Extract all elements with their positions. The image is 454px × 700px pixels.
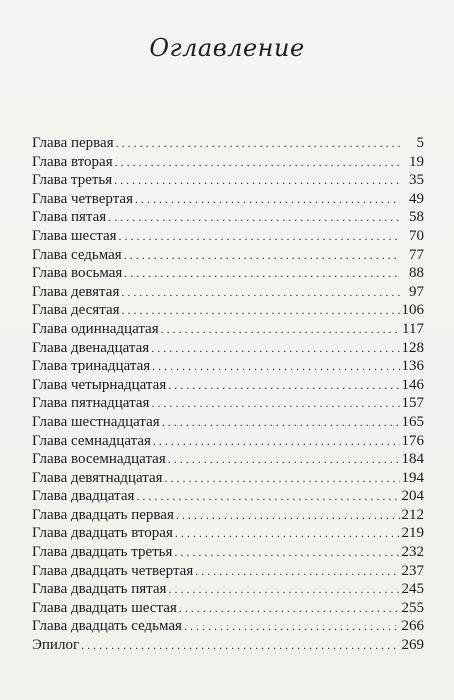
- toc-page-number: 266: [401, 618, 424, 635]
- toc-chapter-title: Глава четырнадцатая: [32, 376, 167, 393]
- toc-leader-dots: [124, 246, 400, 265]
- toc-page-number: 212: [401, 506, 424, 523]
- toc-leader-dots: [161, 320, 400, 339]
- toc-row: [32, 636, 424, 655]
- toc-page-number: 35: [409, 172, 424, 189]
- toc-page-number: 49: [409, 190, 424, 207]
- toc-chapter-title: Глава восьмая: [32, 265, 123, 282]
- toc-page-number: 136: [401, 358, 424, 375]
- toc-page-number: 117: [402, 320, 424, 337]
- toc-chapter-title: Глава шестая: [32, 227, 117, 244]
- toc-leader-dots: [168, 580, 399, 599]
- toc-leader-dots: [152, 357, 399, 376]
- toc-chapter-title: Глава двадцатая: [32, 488, 135, 505]
- toc-page-number: 176: [401, 432, 424, 449]
- toc-chapter-title: Глава двадцать седьмая: [32, 618, 182, 635]
- toc-page-number: 128: [401, 339, 424, 356]
- toc-chapter-title: Глава двадцать третья: [32, 544, 173, 561]
- toc-row: [32, 543, 424, 562]
- toc-row: [32, 432, 424, 451]
- toc-leader-dots: [151, 394, 399, 413]
- toc-chapter-title: Глава семнадцатая: [32, 432, 151, 449]
- toc-leader-dots: [124, 264, 400, 283]
- toc-row: [32, 320, 424, 339]
- toc-row: [32, 339, 424, 358]
- toc-page-number: 219: [401, 525, 424, 542]
- toc-row: [32, 264, 424, 283]
- toc-row: [32, 208, 424, 227]
- toc-row: [32, 153, 424, 172]
- toc-chapter-title: Глава пятая: [32, 209, 107, 226]
- toc-row: [32, 450, 424, 469]
- toc-row: [32, 580, 424, 599]
- toc-leader-dots: [108, 208, 400, 227]
- toc-row: [32, 617, 424, 636]
- toc-page-number: 77: [409, 246, 424, 263]
- toc-row: [32, 376, 424, 395]
- toc-row: [32, 134, 424, 153]
- toc-page-number: 269: [401, 637, 424, 654]
- toc-page-number: 165: [401, 413, 424, 430]
- toc-leader-dots: [195, 562, 399, 581]
- toc-page-number: 70: [409, 227, 424, 244]
- toc-page-number: 97: [409, 283, 424, 300]
- toc-leader-dots: [114, 171, 400, 190]
- toc-page-number: 237: [401, 562, 424, 579]
- toc-chapter-title: Глава одиннадцатая: [32, 320, 159, 337]
- toc-page-number: 232: [401, 544, 424, 561]
- toc-chapter-title: Глава двадцать шестая: [32, 599, 177, 616]
- toc-leader-dots: [116, 134, 400, 153]
- toc-leader-dots: [176, 506, 400, 525]
- toc-row: [32, 599, 424, 618]
- toc-leader-dots: [153, 432, 400, 451]
- toc-chapter-title: Глава шестнадцатая: [32, 413, 160, 430]
- toc-row: [32, 562, 424, 581]
- toc-chapter-title: Глава девятнадцатая: [32, 469, 163, 486]
- toc-chapter-title: Глава первая: [32, 135, 114, 151]
- toc-page-number: 255: [401, 599, 424, 616]
- toc-page-number: 19: [409, 153, 424, 170]
- toc-leader-dots: [162, 413, 400, 432]
- toc-chapter-title: Глава девятая: [32, 283, 120, 300]
- toc-row: [32, 413, 424, 432]
- page-title: Оглавление: [149, 34, 305, 62]
- toc-chapter-title: Эпилог: [32, 637, 80, 654]
- toc-page-number: 5: [416, 135, 424, 151]
- toc-chapter-title: Глава четвертая: [32, 190, 133, 207]
- toc-page-number: 58: [409, 209, 424, 226]
- toc-chapter-title: Глава двадцать первая: [32, 506, 174, 523]
- toc-row: [32, 283, 424, 302]
- toc-page-number: 106: [401, 302, 424, 319]
- toc-row: [32, 301, 424, 320]
- toc-leader-dots: [151, 339, 399, 358]
- toc-page-number: 157: [401, 395, 424, 412]
- toc-chapter-title: Глава вторая: [32, 153, 113, 170]
- toc-page-number: 204: [401, 488, 424, 505]
- toc-page-number: 245: [401, 581, 424, 598]
- toc-row: [32, 394, 424, 413]
- toc-row: [32, 506, 424, 525]
- toc-row: [32, 357, 424, 376]
- toc-page-number: 88: [409, 265, 424, 282]
- toc-leader-dots: [174, 543, 399, 562]
- toc-chapter-title: Глава двадцать вторая: [32, 525, 173, 542]
- toc-leader-dots: [184, 617, 400, 636]
- toc-chapter-title: Глава десятая: [32, 302, 120, 319]
- toc-row: [32, 171, 424, 190]
- toc-leader-dots: [165, 469, 400, 488]
- toc-leader-dots: [168, 450, 400, 469]
- toc-leader-dots: [122, 301, 400, 320]
- toc-leader-dots: [115, 153, 400, 172]
- toc-leader-dots: [168, 376, 399, 395]
- toc-chapter-title: Глава тринадцатая: [32, 358, 151, 375]
- toc-chapter-title: Глава седьмая: [32, 246, 122, 263]
- toc-page-number: 194: [401, 469, 424, 486]
- toc-page-number: 184: [401, 451, 424, 468]
- toc-chapter-title: Глава восемнадцатая: [32, 451, 166, 468]
- toc-row: [32, 487, 424, 506]
- table-of-contents: [32, 134, 424, 655]
- toc-leader-dots: [136, 487, 399, 506]
- toc-row: [32, 190, 424, 209]
- toc-chapter-title: Глава двадцать пятая: [32, 581, 167, 598]
- toc-chapter-title: Глава двенадцатая: [32, 339, 150, 356]
- toc-chapter-title: Глава двадцать четвертая: [32, 562, 194, 579]
- toc-row: [32, 524, 424, 543]
- toc-leader-dots: [81, 636, 399, 655]
- toc-page-number: 146: [401, 376, 424, 393]
- toc-leader-dots: [135, 190, 400, 209]
- toc-row: [32, 227, 424, 246]
- toc-leader-dots: [175, 524, 400, 543]
- toc-leader-dots: [179, 599, 400, 618]
- toc-chapter-title: Глава третья: [32, 172, 113, 189]
- toc-leader-dots: [121, 283, 400, 302]
- toc-chapter-title: Глава пятнадцатая: [32, 395, 150, 412]
- toc-leader-dots: [119, 227, 400, 246]
- toc-row: [32, 469, 424, 488]
- toc-row: [32, 246, 424, 265]
